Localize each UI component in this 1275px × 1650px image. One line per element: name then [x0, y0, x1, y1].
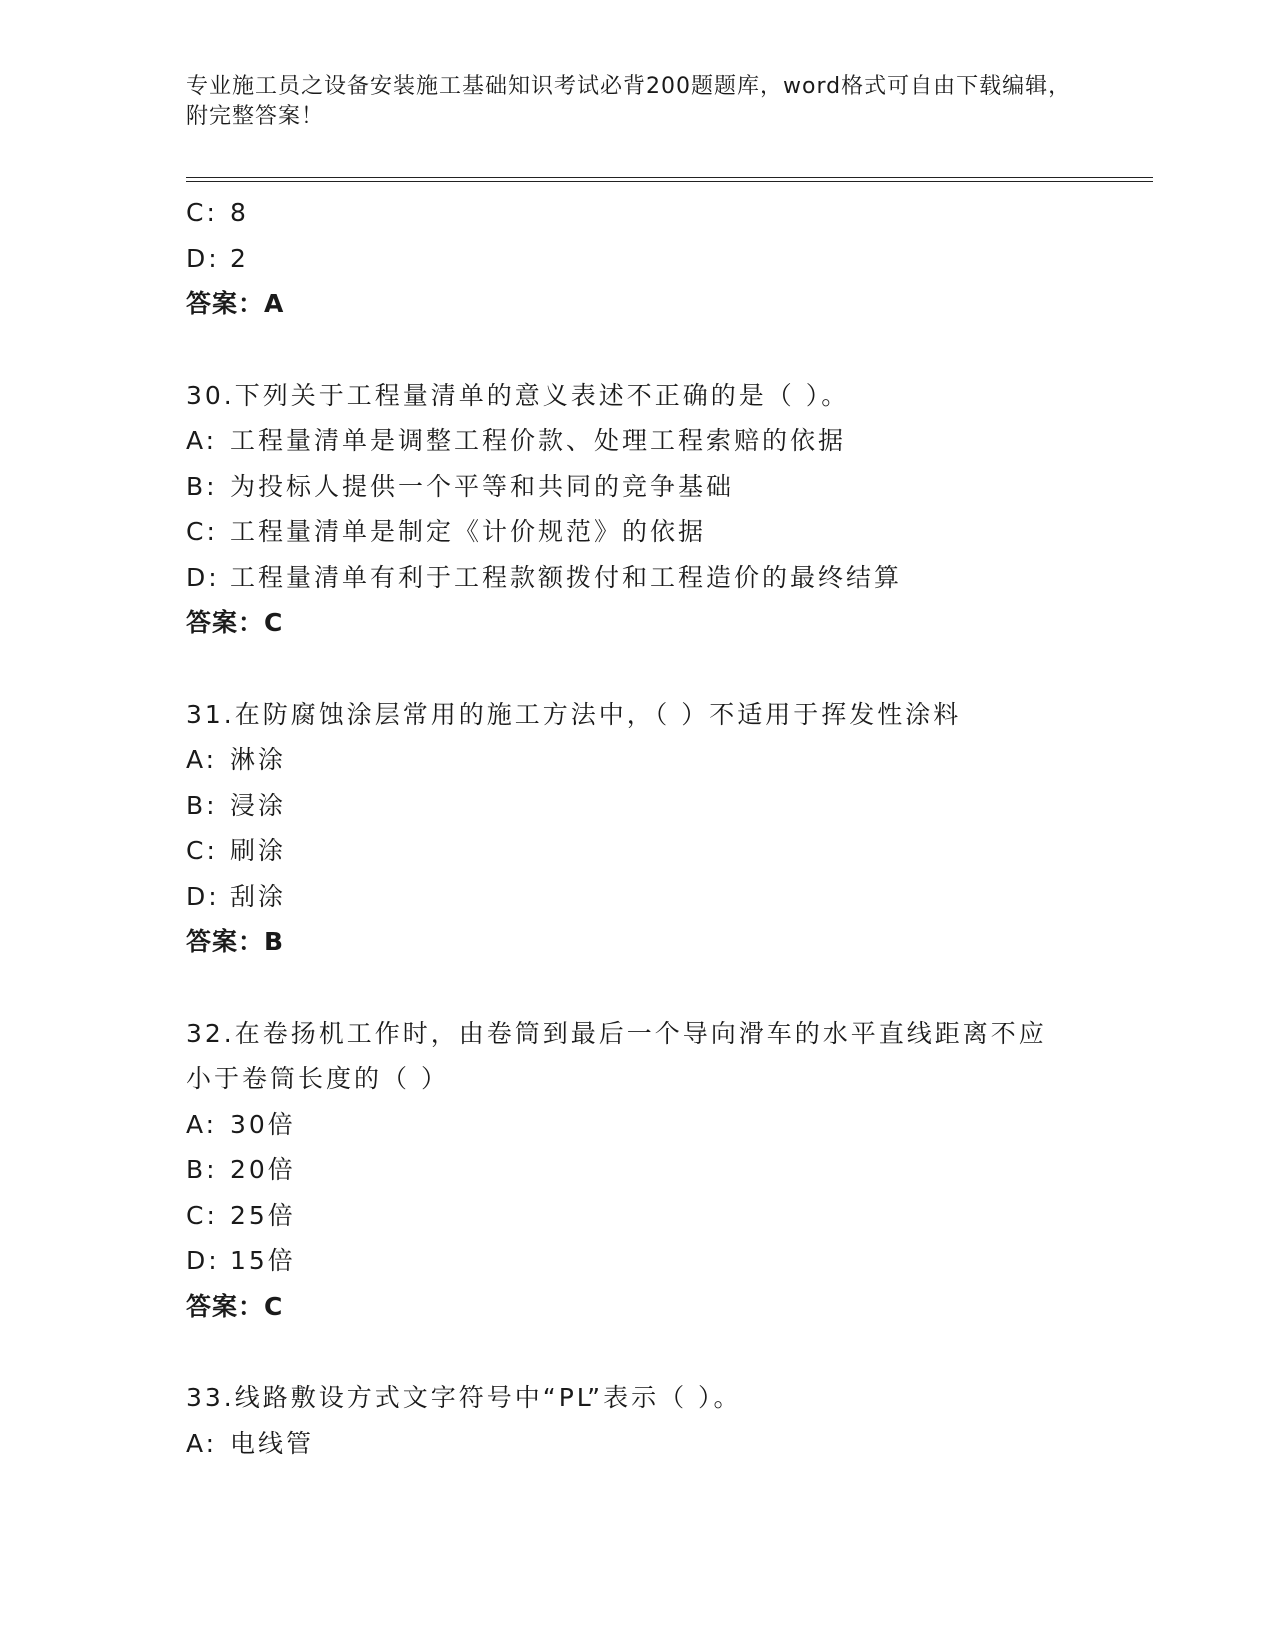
option-text: 工程量清单是制定《计价规范》的依据: [230, 517, 707, 546]
option-line: [186, 1102, 1146, 1148]
option-label: D:: [186, 1246, 220, 1275]
option-label: C:: [186, 1200, 218, 1230]
option-line: [186, 1147, 1146, 1193]
answer-line: 答案：C: [186, 1291, 284, 1321]
question-list: [186, 190, 1146, 1466]
option-text: 30倍: [230, 1109, 296, 1139]
option-line: [186, 1238, 1146, 1284]
spacer: [186, 646, 1146, 692]
option-text: 15倍: [230, 1246, 296, 1275]
option-text: 电线管: [230, 1428, 315, 1458]
option-text: 为投标人提供一个平等和共同的竞争基础: [230, 471, 735, 501]
option-text: 2: [230, 243, 249, 273]
option-label: B:: [186, 1155, 218, 1184]
spacer: [186, 327, 1146, 373]
option-text: 25倍: [230, 1200, 296, 1230]
page-header-title: 专业施工员之设备安装施工基础知识考试必背200题题库，word格式可自由下载编辑，附完整答案！: [186, 74, 1072, 129]
option-label: D:: [186, 243, 220, 273]
answer-line: 答案：C: [186, 608, 284, 637]
option-text: 20倍: [230, 1155, 296, 1184]
question-stem: 33.线路敷设方式文字符号中“PL”表示（ ）。: [186, 1383, 742, 1412]
option-label: A:: [186, 1428, 218, 1458]
question-stem: 32.在卷扬机工作时，由卷筒到最后一个导向滑车的水平直线距离不应: [186, 1018, 1047, 1048]
question-stem: 31.在防腐蚀涂层常用的施工方法中，（ ）不适用于挥发性涂料: [186, 699, 962, 729]
option-label: B:: [186, 790, 218, 820]
option-line: [186, 509, 1146, 555]
option-label: A:: [186, 745, 218, 774]
option-line: [186, 555, 1146, 601]
spacer: [186, 965, 1146, 1011]
option-label: D:: [186, 881, 220, 911]
answer-line: 答案：B: [186, 927, 285, 956]
option-text: 8: [230, 198, 249, 227]
question-stem: 30.下列关于工程量清单的意义表述不正确的是（ ）。: [186, 380, 850, 410]
option-text: 刮涂: [230, 881, 287, 911]
option-text: 刷涂: [230, 836, 287, 865]
option-line: [186, 190, 1146, 236]
option-text: 浸涂: [230, 790, 287, 820]
option-line: [186, 418, 1146, 464]
header-rule-bottom: [186, 181, 1153, 182]
option-text: 淋涂: [230, 745, 287, 774]
option-line: [186, 874, 1146, 920]
option-label: C:: [186, 517, 218, 546]
spacer: [186, 1329, 1146, 1375]
option-line: [186, 236, 1146, 282]
option-text: 工程量清单是调整工程价款、处理工程索赔的依据: [230, 426, 847, 455]
option-text: 工程量清单有利于工程款额拨付和工程造价的最终结算: [230, 562, 903, 592]
answer-line: 答案：A: [186, 289, 285, 318]
option-line: [186, 783, 1146, 829]
option-line: [186, 464, 1146, 510]
header-rule-top: [186, 177, 1153, 178]
option-label: C:: [186, 198, 218, 227]
option-label: C:: [186, 836, 218, 865]
option-line: [186, 1421, 1146, 1467]
option-label: A:: [186, 426, 218, 455]
question-stem-continued: 小于卷筒长度的（ ）: [186, 1064, 449, 1093]
option-label: B:: [186, 471, 218, 501]
option-line: [186, 1193, 1146, 1239]
option-line: [186, 828, 1146, 874]
option-label: D:: [186, 562, 220, 592]
option-line: [186, 737, 1146, 783]
option-label: A:: [186, 1109, 218, 1139]
